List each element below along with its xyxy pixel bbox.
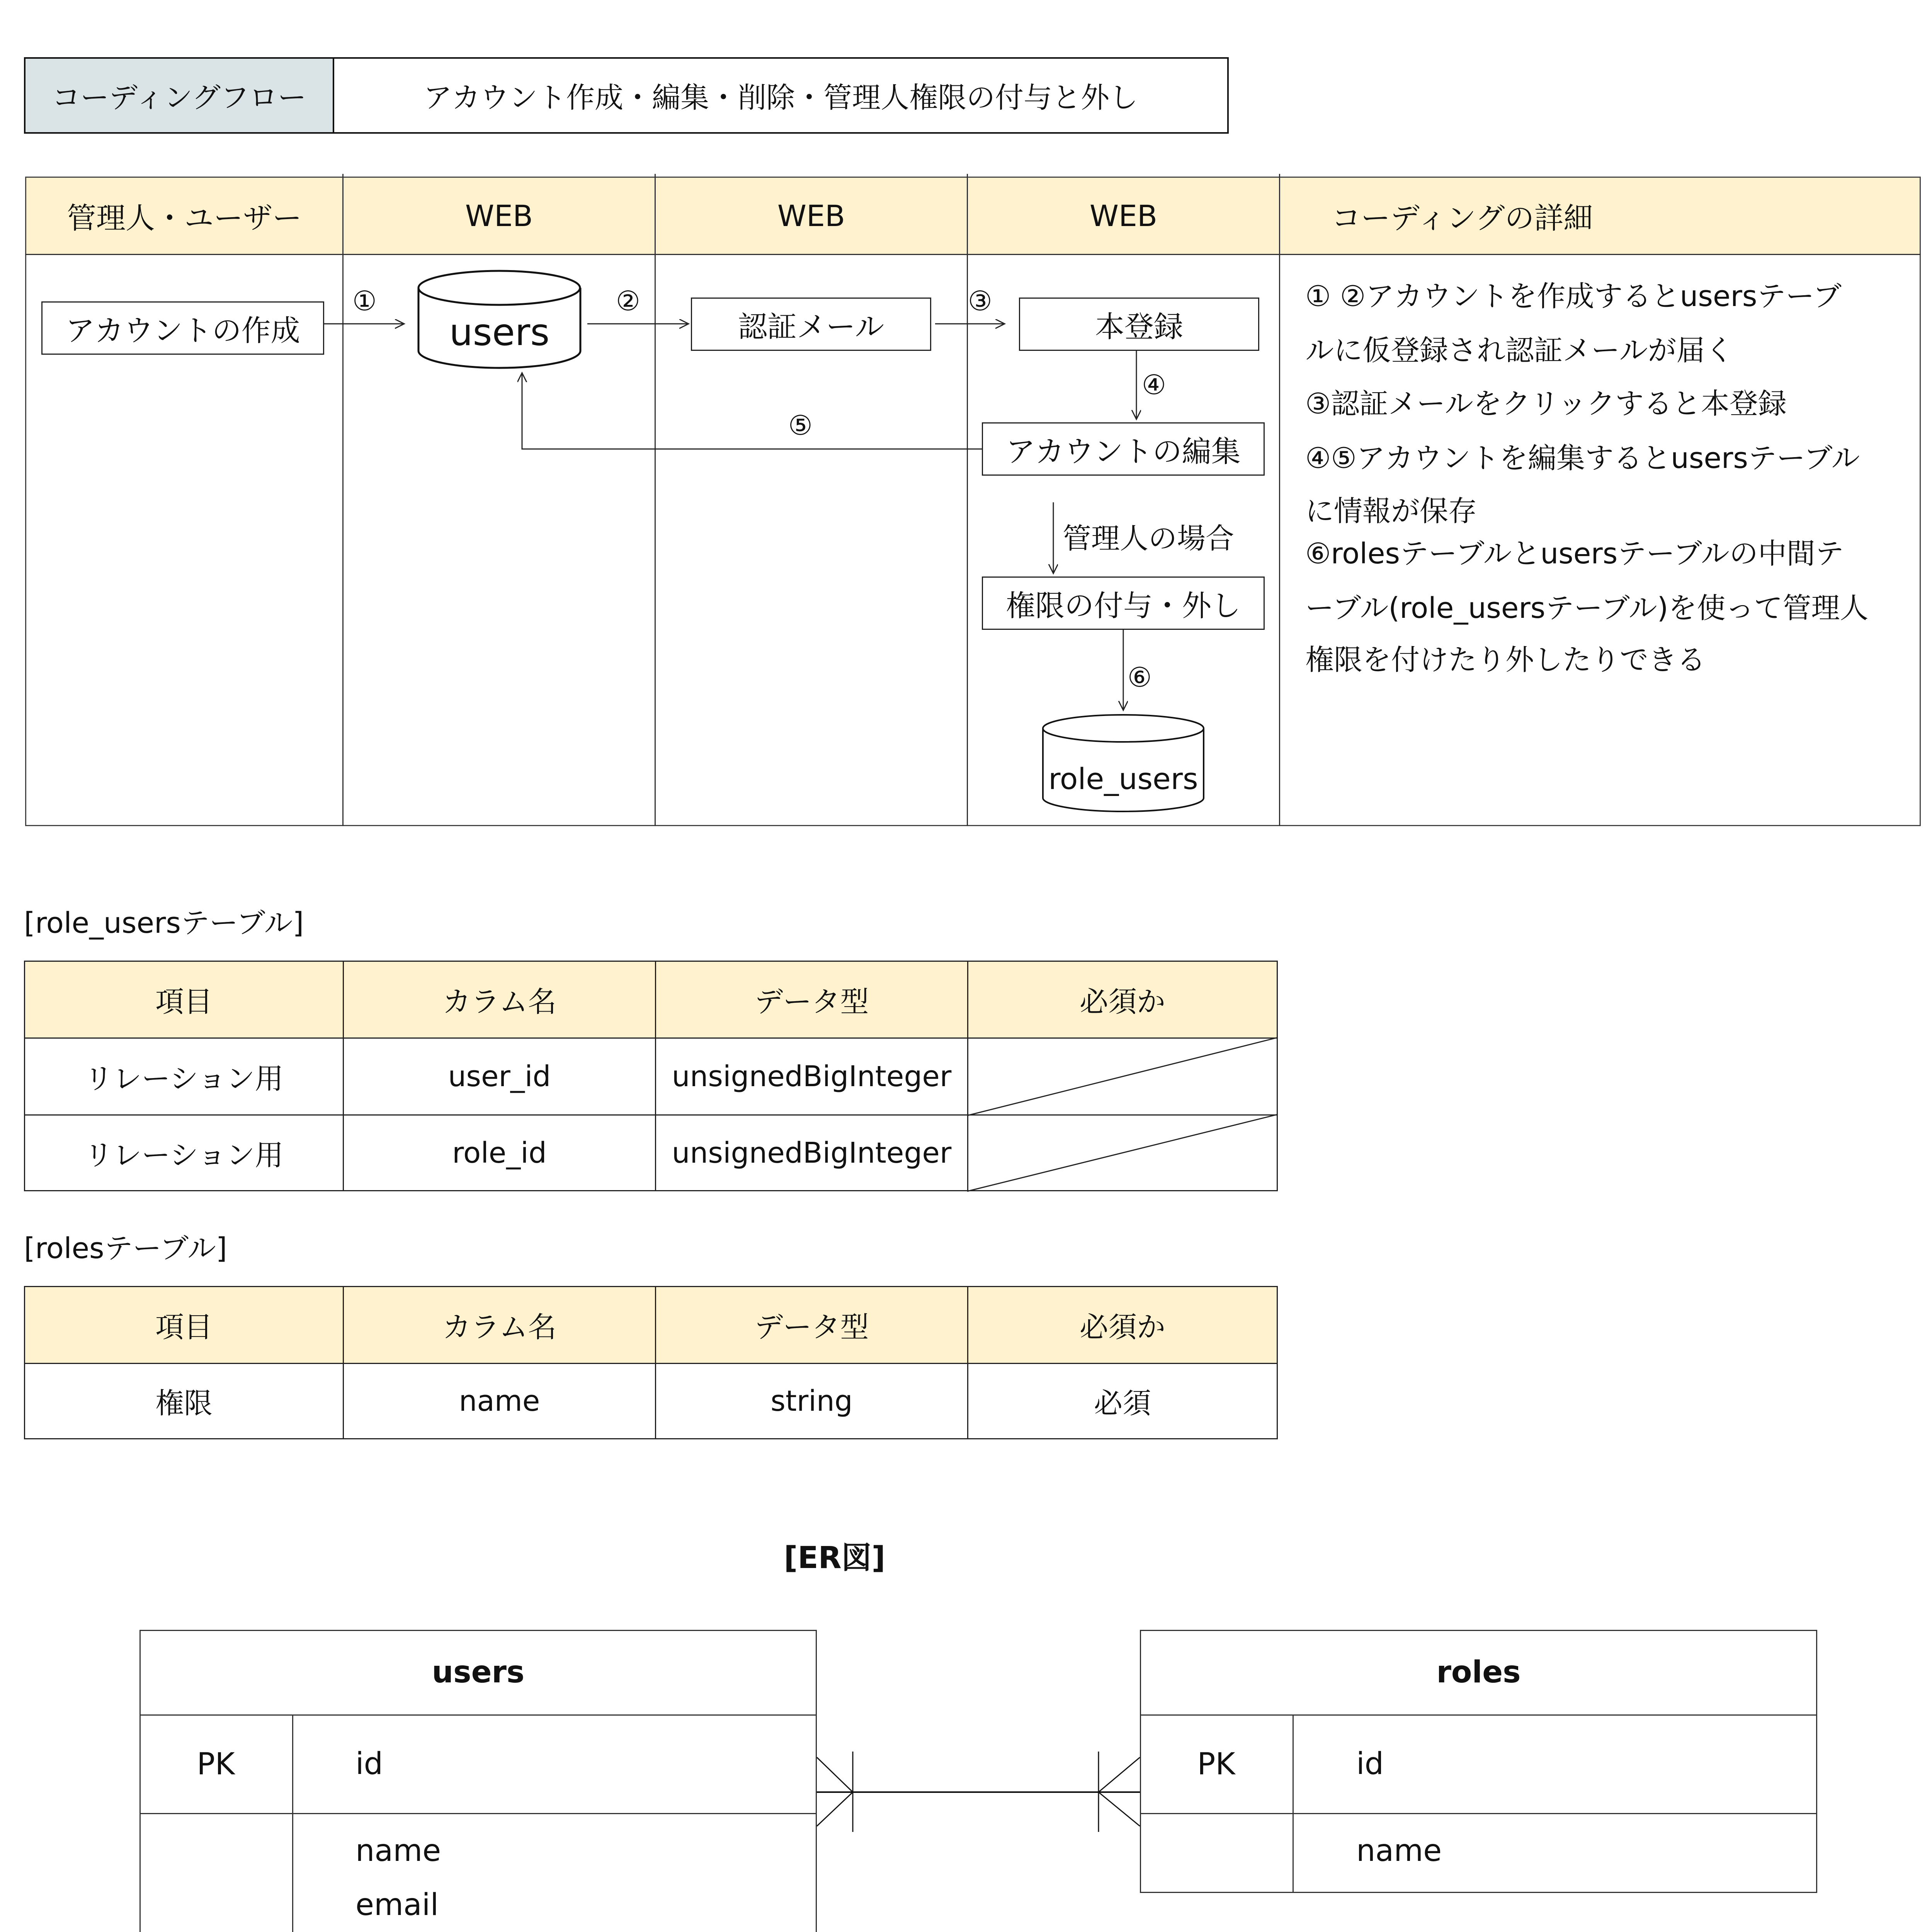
node-auth-mail: 認証メール — [691, 298, 931, 351]
lane-header-web-3: WEB — [968, 178, 1279, 254]
detail-line: ルに仮登録され認証メールが届く — [1305, 334, 1734, 367]
er-users-field: name — [355, 1833, 441, 1868]
lane-header-web-2: WEB — [656, 178, 967, 254]
table-cell: リレーション用 — [24, 1114, 344, 1191]
table-cell: user_id — [343, 1037, 656, 1116]
er-users-pk-label: PK — [197, 1747, 235, 1782]
node-create-account: アカウントの作成 — [41, 301, 324, 355]
er-users-name: users — [432, 1655, 525, 1690]
label-admin-case: 管理人の場合 — [1063, 522, 1234, 555]
role-users-col-item: 項目 — [24, 961, 344, 1039]
detail-line: に情報が保存 — [1305, 495, 1477, 528]
node-role-users-db-label: role_users — [1048, 761, 1198, 796]
roles-col-item: 項目 — [24, 1286, 344, 1364]
step-6-label: ⑥ — [1128, 662, 1152, 693]
er-roles-name: roles — [1436, 1655, 1521, 1690]
step-5-label: ⑤ — [788, 410, 813, 441]
flow-title-label: コーディングフロー — [24, 57, 334, 134]
step-3-label: ③ — [968, 285, 992, 317]
roles-table-caption: [rolesテーブル] — [24, 1232, 227, 1265]
er-roles-pk-label: PK — [1197, 1747, 1235, 1782]
roles-col-column-name: カラム名 — [343, 1286, 656, 1364]
table-cell: name — [343, 1363, 656, 1439]
detail-line: ーブル(role_usersテーブル)を使って管理人 — [1305, 592, 1869, 625]
table-cell: 必須 — [967, 1363, 1278, 1439]
flow-title-value: アカウント作成・編集・削除・管理人権限の付与と外し — [334, 57, 1229, 134]
roles-col-data-type: データ型 — [655, 1286, 968, 1364]
er-users-field: email — [355, 1888, 439, 1922]
detail-line: ③認証メールをクリックすると本登録 — [1305, 387, 1787, 420]
table-cell: string — [655, 1363, 968, 1439]
step-1-label: ① — [352, 285, 377, 317]
table-cell: 権限 — [24, 1363, 344, 1439]
detail-line: ⑥rolesテーブルとusersテーブルの中間テ — [1305, 537, 1844, 570]
role-users-col-data-type: データ型 — [655, 961, 968, 1039]
role-users-col-column-name: カラム名 — [343, 961, 656, 1039]
er-roles-pk-field: id — [1356, 1747, 1384, 1781]
role-users-col-required: 必須か — [967, 961, 1278, 1039]
lane-header-admin-user: 管理人・ユーザー — [26, 178, 342, 254]
roles-col-required: 必須か — [967, 1286, 1278, 1364]
node-registration: 本登録 — [1019, 298, 1259, 351]
node-grant-revoke: 権限の付与・外し — [982, 577, 1265, 630]
table-cell: unsignedBigInteger — [655, 1037, 968, 1116]
node-users-db-label: users — [449, 311, 550, 354]
er-roles-field: name — [1356, 1833, 1442, 1868]
step-4-label: ④ — [1142, 369, 1166, 401]
detail-line: ① ②アカウントを作成するとusersテーブ — [1305, 280, 1842, 313]
er-title: [ER図] — [784, 1541, 886, 1575]
lane-header-web-1: WEB — [344, 178, 655, 254]
role-users-table-caption: [role_usersテーブル] — [24, 906, 304, 940]
table-cell: role_id — [343, 1114, 656, 1191]
er-users-pk-field: id — [355, 1747, 383, 1781]
step-2-label: ② — [616, 285, 640, 317]
lane-header-details: コーディングの詳細 — [1280, 178, 1920, 254]
detail-line: 権限を付けたり外したりできる — [1305, 643, 1706, 677]
table-cell: リレーション用 — [24, 1037, 344, 1116]
table-cell: unsignedBigInteger — [655, 1114, 968, 1191]
node-edit-account: アカウントの編集 — [982, 422, 1265, 476]
detail-line: ④⑤アカウントを編集するとusersテーブル — [1305, 442, 1860, 475]
